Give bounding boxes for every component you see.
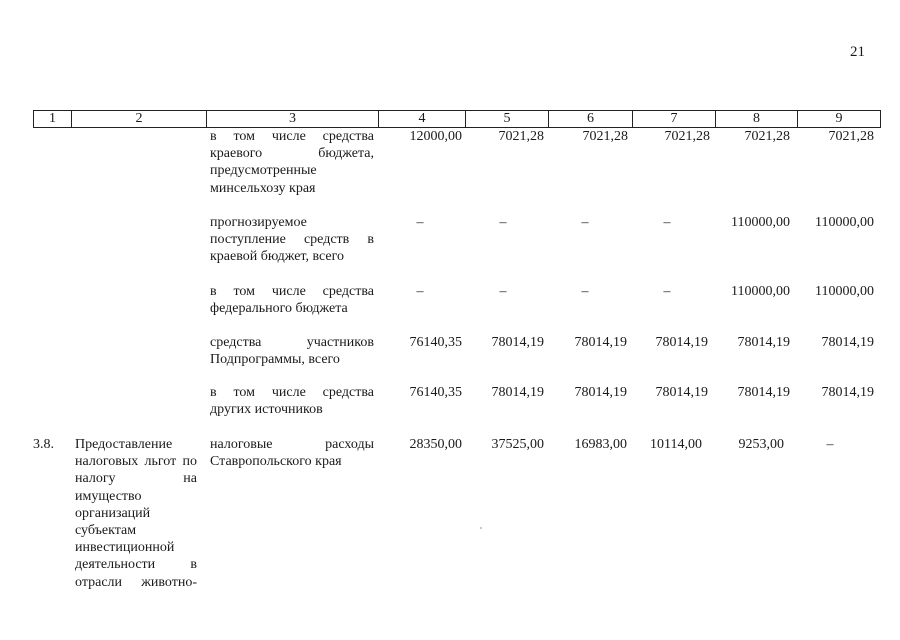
page-number: 21	[850, 44, 865, 60]
row-value-col4: 76140,35	[409, 385, 462, 400]
row-value-col9: 78014,19	[821, 335, 874, 350]
row-value-col6: –	[581, 215, 589, 230]
row-value-col8: 9253,00	[738, 437, 784, 452]
row-value-col7: 10114,00	[650, 437, 702, 452]
row-value-col8: 78014,19	[737, 335, 790, 350]
row-value-col4: 12000,00	[409, 129, 462, 144]
activity-name: Предоставление налоговых льгот по налогу на имущество организаций субъектам инвестиционной деятельности в отрасли животно-	[75, 437, 197, 590]
row-value-col4: –	[416, 215, 424, 230]
header-col-5: 5	[466, 111, 549, 128]
row-value-col7: 7021,28	[664, 129, 710, 144]
row-description: прогнозируемое поступление средств в краевой бюджет, всего	[210, 215, 374, 265]
row-value-col5: 37525,00	[491, 437, 544, 452]
row-value-col9: –	[826, 437, 834, 452]
row-description: в том числе средства федерального бюджета	[210, 284, 374, 317]
row-value-col9: 110000,00	[815, 284, 874, 299]
row-description: в том числе средства других источников	[210, 385, 374, 418]
scan-speck	[480, 527, 482, 529]
row-value-col6: 78014,19	[574, 335, 627, 350]
row-description: в том числе средства краевого бюджета, предусмотренные минсельхозу края	[210, 129, 374, 196]
row-value-col6: 16983,00	[574, 437, 627, 452]
row-value-col4: –	[416, 284, 424, 299]
row-description: средства участников Подпрограммы, всего	[210, 335, 374, 368]
header-col-2: 2	[72, 111, 207, 128]
row-description: налоговые расходы Ставропольского края	[210, 437, 374, 470]
row-value-col5: 7021,28	[498, 129, 544, 144]
row-value-col5: 78014,19	[491, 385, 544, 400]
row-value-col7: 78014,19	[655, 335, 708, 350]
row-value-col5: 78014,19	[491, 335, 544, 350]
row-value-col8: 78014,19	[737, 385, 790, 400]
row-value-col4: 76140,35	[409, 335, 462, 350]
row-value-col9: 7021,28	[828, 129, 874, 144]
row-value-col8: 110000,00	[731, 215, 790, 230]
row-value-col9: 110000,00	[815, 215, 874, 230]
header-col-6: 6	[549, 111, 633, 128]
row-value-col8: 110000,00	[731, 284, 790, 299]
row-value-col4: 28350,00	[409, 437, 462, 452]
row-value-col5: –	[499, 215, 507, 230]
header-col-1: 1	[34, 111, 72, 128]
header-col-4: 4	[379, 111, 466, 128]
row-value-col6: –	[581, 284, 589, 299]
row-value-col9: 78014,19	[821, 385, 874, 400]
header-col-9: 9	[798, 111, 881, 128]
header-col-7: 7	[633, 111, 716, 128]
table-header	[33, 110, 881, 128]
row-value-col6: 7021,28	[582, 129, 628, 144]
row-value-col8: 7021,28	[744, 129, 790, 144]
header-col-8: 8	[716, 111, 798, 128]
row-value-col7: 78014,19	[655, 385, 708, 400]
header-col-3: 3	[207, 111, 379, 128]
item-number: 3.8.	[33, 437, 54, 452]
row-value-col7: –	[663, 284, 671, 299]
row-value-col5: –	[499, 284, 507, 299]
row-value-col6: 78014,19	[574, 385, 627, 400]
row-value-col7: –	[663, 215, 671, 230]
